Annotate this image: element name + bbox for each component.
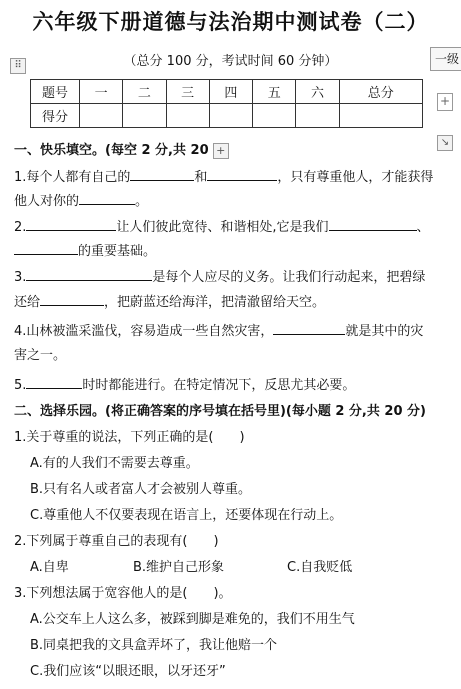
s2-q3: 3.下列想法属于宽容他人的是( )。 <box>14 586 232 601</box>
answer-blank[interactable] <box>207 168 277 181</box>
table-cell[interactable]: 二 <box>123 80 166 104</box>
section2-title: 二、选择乐园。 <box>14 404 106 419</box>
s1-q3-line2 <box>14 291 325 310</box>
table-cell[interactable]: 一 <box>80 80 123 104</box>
s2-q2-option-c: C.自我贬低 <box>287 560 353 575</box>
text: 4.山林被滥采滥伐，容易造成一些自然灾害， <box>14 324 274 339</box>
text: 还给 <box>14 295 41 310</box>
table-cell[interactable] <box>209 104 252 128</box>
s1-q1-line1 <box>14 166 433 185</box>
s2-q1-option-a: A.有的人我们不需要去尊重。 <box>30 456 199 471</box>
answer-blank[interactable] <box>130 168 194 181</box>
text: 。 <box>135 194 149 209</box>
table-cell[interactable]: 六 <box>296 80 339 104</box>
table-cell[interactable] <box>166 104 209 128</box>
text: 是每个人应尽的义务。让我们行动起来，把碧绿 <box>152 270 426 285</box>
text: 和 <box>194 170 208 185</box>
s2-q2: 2.下列属于尊重自己的表现有( ) <box>14 534 219 549</box>
s2-q3-option-b: B.同桌把我的文具盒弄坏了，我让他赔一个 <box>30 638 278 653</box>
side-panel-tab[interactable]: 一级 <box>430 47 461 71</box>
table-cell[interactable]: 四 <box>209 80 252 104</box>
text: ，只有尊重他人，才能获得 <box>277 170 434 185</box>
s1-q4-line2 <box>14 344 66 363</box>
text: 、 <box>416 220 430 235</box>
table-cell[interactable] <box>123 104 166 128</box>
s2-q1-option-b: B.只有名人或者富人才会被别人尊重。 <box>30 482 252 497</box>
score-table-header-row <box>31 80 423 104</box>
answer-blank[interactable] <box>26 218 116 231</box>
page-subtitle: （总分 100 分，考试时间 60 分钟） <box>123 54 338 69</box>
table-cell[interactable] <box>339 104 422 128</box>
add-row-icon[interactable]: + <box>213 143 229 159</box>
section1-title: 一、快乐填空。 <box>14 143 106 158</box>
table-cell[interactable] <box>80 104 123 128</box>
table-cell[interactable]: 五 <box>253 80 296 104</box>
table-cell[interactable]: 三 <box>166 80 209 104</box>
table-resize-handle-icon[interactable]: ↘ <box>437 135 453 151</box>
s2-q2-option-b: B.维护自己形象 <box>133 560 225 575</box>
s1-q5-line <box>14 374 355 393</box>
add-column-icon[interactable]: + <box>437 93 453 111</box>
table-cell[interactable] <box>253 104 296 128</box>
table-cell[interactable]: 题号 <box>31 80 80 104</box>
answer-blank[interactable] <box>14 242 78 255</box>
s2-q1: 1.关于尊重的说法，下列正确的是( ) <box>14 430 245 445</box>
section1-heading <box>14 139 229 159</box>
answer-blank[interactable] <box>273 322 345 335</box>
text: ，把蔚蓝还给海洋，把清澈留给天空。 <box>104 295 326 310</box>
text: 害之一。 <box>14 348 67 363</box>
score-table <box>30 79 423 128</box>
table-move-handle-icon[interactable]: ⠿ <box>10 58 26 74</box>
answer-blank[interactable] <box>79 192 135 205</box>
answer-blank[interactable] <box>26 376 82 389</box>
table-cell[interactable] <box>296 104 339 128</box>
s2-q3-option-c: C.我们应该“以眼还眼，以牙还牙” <box>30 664 226 679</box>
table-cell[interactable]: 总分 <box>339 80 422 104</box>
section2-note: (将正确答案的序号填在括号里)(每小题 2 分,共 20 分) <box>105 404 426 419</box>
text: 时时都能进行。在特定情况下，反思尤其必要。 <box>82 378 356 393</box>
score-table-score-row <box>31 104 423 128</box>
s1-q2-line2 <box>14 240 156 259</box>
s2-q3-option-a: A.公交车上人这么多，被踩到脚是难免的，我们不用生气 <box>30 612 355 627</box>
s1-q3-line1 <box>14 266 425 285</box>
s1-q4-line1 <box>14 320 423 339</box>
table-cell[interactable]: 得分 <box>31 104 80 128</box>
text: 让人们彼此宽待、和谐相处,它是我们 <box>116 220 329 235</box>
s1-q1-line2 <box>14 190 148 209</box>
answer-blank[interactable] <box>329 218 417 231</box>
s1-q2-line1 <box>14 216 430 235</box>
answer-blank[interactable] <box>26 268 152 281</box>
s2-q1-option-c: C.尊重他人不仅要表现在语言上，还要体现在行动上。 <box>30 508 343 523</box>
text: 就是其中的灾 <box>345 324 424 339</box>
text: 1.每个人都有自己的 <box>14 170 131 185</box>
answer-blank[interactable] <box>40 293 104 306</box>
s2-q2-option-a: A.自卑 <box>30 560 69 575</box>
page-title: 六年级下册道德与法治期中测试卷（二） <box>32 10 429 34</box>
text: 他人对你的 <box>14 194 80 209</box>
text: 2. <box>14 220 27 235</box>
text: 的重要基础。 <box>78 244 157 259</box>
section2-heading <box>14 400 426 419</box>
section1-note: (每空 2 分,共 20 <box>105 143 209 158</box>
text: 5. <box>14 378 27 393</box>
text: 3. <box>14 270 27 285</box>
